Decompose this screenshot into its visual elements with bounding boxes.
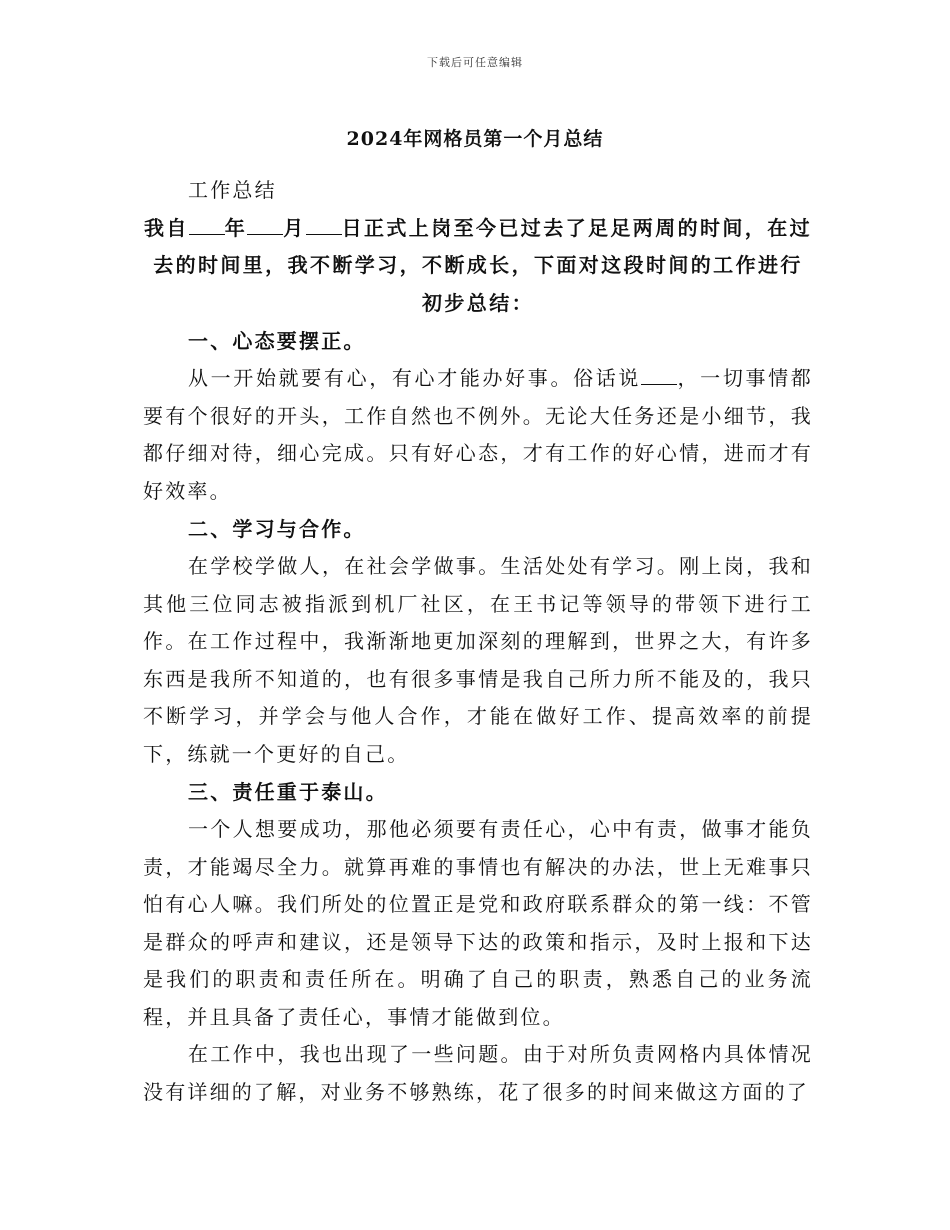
intro-text-2: 年 — [224, 215, 248, 240]
header-note: 下载后可任意编辑 — [427, 56, 523, 69]
document-title: 2024年网格员第一个月总结 — [346, 128, 604, 150]
section-1-text-a: 从一开始就要有心，有心才能办好事。俗话说 — [188, 366, 642, 390]
intro-text-4: 日正式上岗至今已过去了足足两周的时间，在过去的时间里，我不断学习，不断成长，下面对这段时间的工作进行初步总结： — [153, 215, 813, 315]
blank-month — [247, 216, 283, 235]
intro-paragraph — [143, 210, 813, 323]
intro-text-1: 我自 — [143, 215, 189, 240]
blank-saying — [641, 366, 677, 385]
section-3-paragraph-1: 一个人想要成功，那他必须要有责任心，心中有责，做事才能负责，才能竭尽全力。就算再难的事情也有解决的办法，世上无难事只怕有心人嘛。我们所处的位置正是党和政府联系群众的第一线：不管是群众的呼声和建议，还是领导下达的政策和指示，及时上报和下达是我们的职责和责任所在。明确了自己的职责，熟悉自己的业务流程，并且具备了责任心，事情才能做到位。 — [143, 817, 813, 1029]
section-heading-3: 三、责任重于泰山。 — [188, 780, 388, 804]
section-1-text-b: ，一切事情都要有个很好的开头，工作自然也不例外。无论大任务还是小细节，我都仔细对待，细心完成。只有好心态，才有工作的好心情，进而才有好效率。 — [143, 366, 814, 503]
blank-year — [189, 216, 225, 235]
blank-day — [306, 216, 342, 235]
section-2-paragraph: 在学校学做人，在社会学做事。生活处处有学习。刚上岗，我和其他三位同志被指派到机厂社区，在王书记等领导的带领下进行工作。在工作过程中，我渐渐地更加深刻的理解到，世界之大，有许多东西是我所不知道的，也有很多事情是我自己所力所不能及的，我只不断学习，并学会与他人合作，才能在做好工作、提高效率的前提下，练就一个更好的自己。 — [143, 554, 813, 766]
section-3-paragraph-2: 在工作中，我也出现了一些问题。由于对所负责网格内具体情况没有详细的了解，对业务不够熟练，花了很多的时间来做这方面的了 — [143, 1042, 813, 1104]
section-heading-2: 二、学习与合作。 — [188, 517, 366, 541]
document-body — [143, 172, 813, 1111]
section-label: 工作总结 — [188, 178, 277, 202]
section-heading-1: 一、心态要摆正。 — [188, 329, 366, 353]
section-1-paragraph — [143, 360, 813, 510]
intro-text-3: 月 — [283, 215, 306, 240]
